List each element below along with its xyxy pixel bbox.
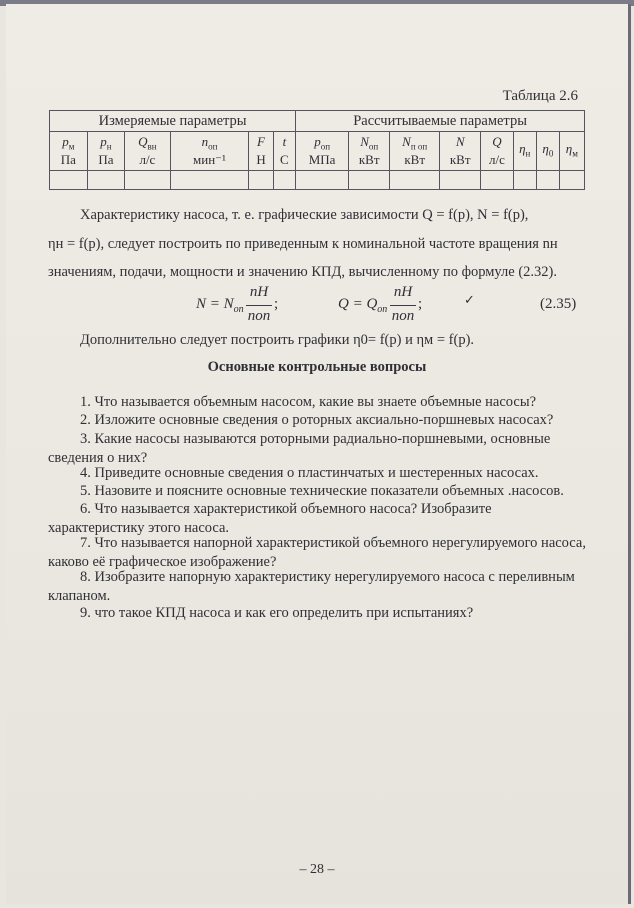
column-header-row — [50, 132, 585, 171]
paragraph-additional: Дополнительно следует построить графики η0= f(p) и ηм = f(p). — [80, 332, 475, 348]
column-unit: л/с — [139, 152, 156, 168]
paragraph-line-3: значениям, подачи, мощности и значению КПД, вычисленному по формуле (2.32). — [48, 264, 557, 280]
column-symbol: $n_{оп}$ — [201, 133, 218, 152]
column-symbol: $p_м$ — [62, 133, 75, 152]
section-heading: Основные контрольные вопросы — [207, 359, 427, 375]
column-unit: Па — [60, 152, 76, 168]
table-cell — [50, 171, 88, 190]
column-unit: л/с — [489, 152, 505, 168]
formula-2-35 — [0, 284, 634, 330]
column-unit: кВт — [449, 152, 471, 168]
table-cell — [559, 171, 584, 190]
formula-n-denominator: nоп — [247, 308, 271, 324]
table-cell — [125, 171, 170, 190]
column-symbol: $\eta_м$ — [565, 140, 578, 159]
formula-q-left: $Q = Q_{оп}$ — [338, 296, 388, 315]
column-symbol: $p_н$ — [100, 133, 112, 152]
column-header — [125, 132, 170, 171]
table-cell — [513, 171, 536, 190]
table-cell — [170, 171, 249, 190]
table-cell — [249, 171, 273, 190]
calculated-group-header: Рассчитываемые параметры — [296, 111, 585, 132]
paragraph-line-1: Характеристику насоса, т. е. графические зависимости Q = f(p), N = f(p), — [80, 207, 529, 223]
column-symbol: $\eta_н$ — [519, 140, 531, 159]
column-unit: Н — [256, 152, 266, 168]
column-unit: С — [280, 152, 289, 168]
question-item: 8. Изобразите напорную характеристику нерегулируемого насоса с переливным клапаном. — [48, 569, 575, 604]
column-unit: мин⁻¹ — [193, 152, 226, 168]
formula-number: (2.35) — [540, 296, 577, 312]
question-item: 7. Что называется напорной характеристикой объемного нерегулируемого насоса, каково её графическое изображение? — [48, 535, 586, 570]
formula-separator: ; — [274, 296, 279, 312]
column-symbol: Q — [492, 133, 502, 149]
formula-n-left: $N = N_{оп}$ — [196, 296, 244, 315]
table-cell — [349, 171, 390, 190]
table-cell — [87, 171, 125, 190]
column-symbol: t — [282, 133, 287, 149]
table-row — [50, 171, 585, 190]
pencil-mark: ✓ — [464, 292, 475, 307]
fraction-bar — [390, 305, 416, 306]
column-header — [249, 132, 273, 171]
column-symbol: $p_{оп}$ — [314, 133, 331, 152]
column-header — [296, 132, 349, 171]
table-label: Таблица 2.6 — [502, 88, 578, 104]
question-item: 2. Изложите основные сведения о роторных аксиально-поршневых насосах? — [80, 412, 554, 428]
question-item: 5. Назовите и поясните основные технические показатели объемных .насосов. — [80, 483, 564, 499]
column-unit: МПа — [308, 152, 336, 168]
column-header — [390, 132, 440, 171]
table-cell — [296, 171, 349, 190]
table-cell — [273, 171, 296, 190]
column-header — [349, 132, 390, 171]
question-item: 9. что такое КПД насоса и как его определить при испытаниях? — [80, 605, 474, 621]
column-header — [273, 132, 296, 171]
measured-group-header: Измеряемые параметры — [50, 111, 296, 132]
column-header — [440, 132, 481, 171]
column-header — [536, 132, 559, 171]
column-symbol: $N_{п оп}$ — [402, 133, 428, 152]
table-cell — [481, 171, 513, 190]
column-header — [87, 132, 125, 171]
column-unit: Па — [98, 152, 114, 168]
column-unit: кВт — [404, 152, 426, 168]
column-symbol: $Q_{вн}$ — [138, 133, 157, 152]
parameters-table — [49, 110, 585, 190]
formula-separator: ; — [418, 296, 423, 312]
table-cell — [440, 171, 481, 190]
formula-n-numerator: nH — [249, 284, 269, 300]
formula-q-numerator: nH — [393, 284, 413, 300]
column-symbol: N — [455, 133, 465, 149]
column-header — [513, 132, 536, 171]
column-unit: кВт — [358, 152, 380, 168]
column-header — [559, 132, 584, 171]
question-item: 4. Приведите основные сведения о пластинчатых и шестеренных насосах. — [80, 465, 539, 481]
column-symbol: F — [257, 133, 265, 149]
question-item: 3. Какие насосы называются роторными радиально-поршневыми, основные сведения о них? — [48, 431, 551, 466]
formula-q-denominator: nоп — [391, 308, 415, 324]
question-item: 1. Что называется объемным насосом, какие вы знаете объемные насосы? — [80, 394, 537, 410]
column-symbol: $N_{оп}$ — [360, 133, 379, 152]
column-symbol: $\eta_0$ — [542, 140, 554, 159]
paragraph-line-2: ηн = f(p), следует построить по приведенным к номинальной частоте вращения nн — [48, 236, 558, 252]
fraction-bar — [246, 305, 272, 306]
question-item: 6. Что называется характеристикой объемного насоса? Изобразите характеристику этого насоса. — [48, 501, 492, 536]
column-header — [50, 132, 88, 171]
column-header — [170, 132, 249, 171]
column-header — [481, 132, 513, 171]
table-cell — [536, 171, 559, 190]
page-number: – 28 – — [299, 862, 335, 877]
table-cell — [390, 171, 440, 190]
